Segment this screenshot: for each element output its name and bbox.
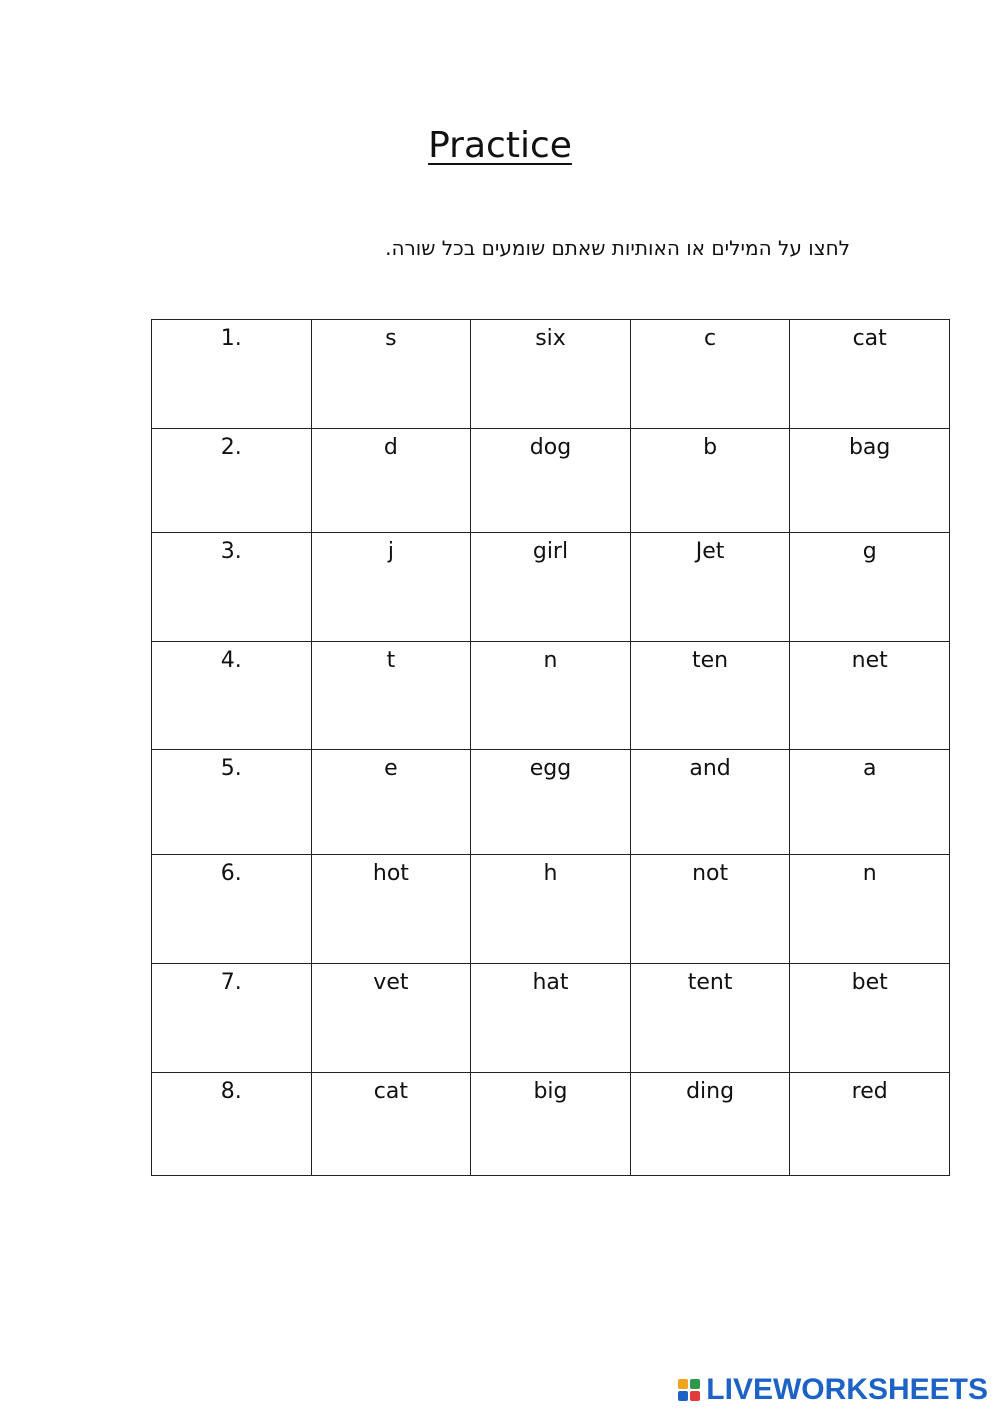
- table-row: [152, 855, 950, 964]
- liveworksheets-brand: [678, 1372, 988, 1408]
- word-cell[interactable]: vet: [311, 964, 471, 1073]
- row-number: 5.: [152, 750, 312, 855]
- table-row: [152, 1073, 950, 1176]
- row-number: 4.: [152, 642, 312, 750]
- row-number: 7.: [152, 964, 312, 1073]
- word-cell[interactable]: j: [311, 533, 471, 642]
- word-cell[interactable]: girl: [471, 533, 631, 642]
- practice-table: [151, 319, 950, 1176]
- word-cell[interactable]: bet: [790, 964, 950, 1073]
- word-cell[interactable]: a: [790, 750, 950, 855]
- word-cell[interactable]: and: [630, 750, 790, 855]
- word-cell[interactable]: ten: [630, 642, 790, 750]
- word-cell[interactable]: dog: [471, 429, 631, 533]
- word-cell[interactable]: Jet: [630, 533, 790, 642]
- page-title: Practice: [428, 125, 572, 166]
- table-row: [152, 320, 950, 429]
- table-row: [152, 964, 950, 1073]
- word-cell[interactable]: egg: [471, 750, 631, 855]
- row-number: 6.: [152, 855, 312, 964]
- row-number: 1.: [152, 320, 312, 429]
- brand-name: LIVEWORKSHEETS: [706, 1373, 988, 1406]
- row-number: 3.: [152, 533, 312, 642]
- word-cell[interactable]: cat: [790, 320, 950, 429]
- word-cell[interactable]: e: [311, 750, 471, 855]
- word-cell[interactable]: big: [471, 1073, 631, 1176]
- word-cell[interactable]: red: [790, 1073, 950, 1176]
- word-cell[interactable]: net: [790, 642, 950, 750]
- word-cell[interactable]: g: [790, 533, 950, 642]
- logo-square-blue: [678, 1391, 688, 1401]
- table-row: [152, 642, 950, 750]
- row-number: 2.: [152, 429, 312, 533]
- logo-square-orange: [678, 1379, 688, 1389]
- logo-square-green: [690, 1379, 700, 1389]
- word-cell[interactable]: t: [311, 642, 471, 750]
- word-cell[interactable]: not: [630, 855, 790, 964]
- word-cell[interactable]: tent: [630, 964, 790, 1073]
- word-cell[interactable]: hot: [311, 855, 471, 964]
- table-row: [152, 533, 950, 642]
- word-cell[interactable]: c: [630, 320, 790, 429]
- word-cell[interactable]: ding: [630, 1073, 790, 1176]
- word-cell[interactable]: hat: [471, 964, 631, 1073]
- word-cell[interactable]: h: [471, 855, 631, 964]
- instruction-text: לחצו על המילים או האותיות שאתם שומעים בכל שורה.: [385, 236, 850, 260]
- word-cell[interactable]: n: [471, 642, 631, 750]
- row-number: 8.: [152, 1073, 312, 1176]
- word-cell[interactable]: d: [311, 429, 471, 533]
- word-cell[interactable]: s: [311, 320, 471, 429]
- table-row: [152, 429, 950, 533]
- logo-square-red: [690, 1391, 700, 1401]
- liveworksheets-logo-icon: [678, 1379, 700, 1401]
- word-cell[interactable]: cat: [311, 1073, 471, 1176]
- word-cell[interactable]: n: [790, 855, 950, 964]
- word-cell[interactable]: bag: [790, 429, 950, 533]
- table-row: [152, 750, 950, 855]
- word-cell[interactable]: six: [471, 320, 631, 429]
- word-cell[interactable]: b: [630, 429, 790, 533]
